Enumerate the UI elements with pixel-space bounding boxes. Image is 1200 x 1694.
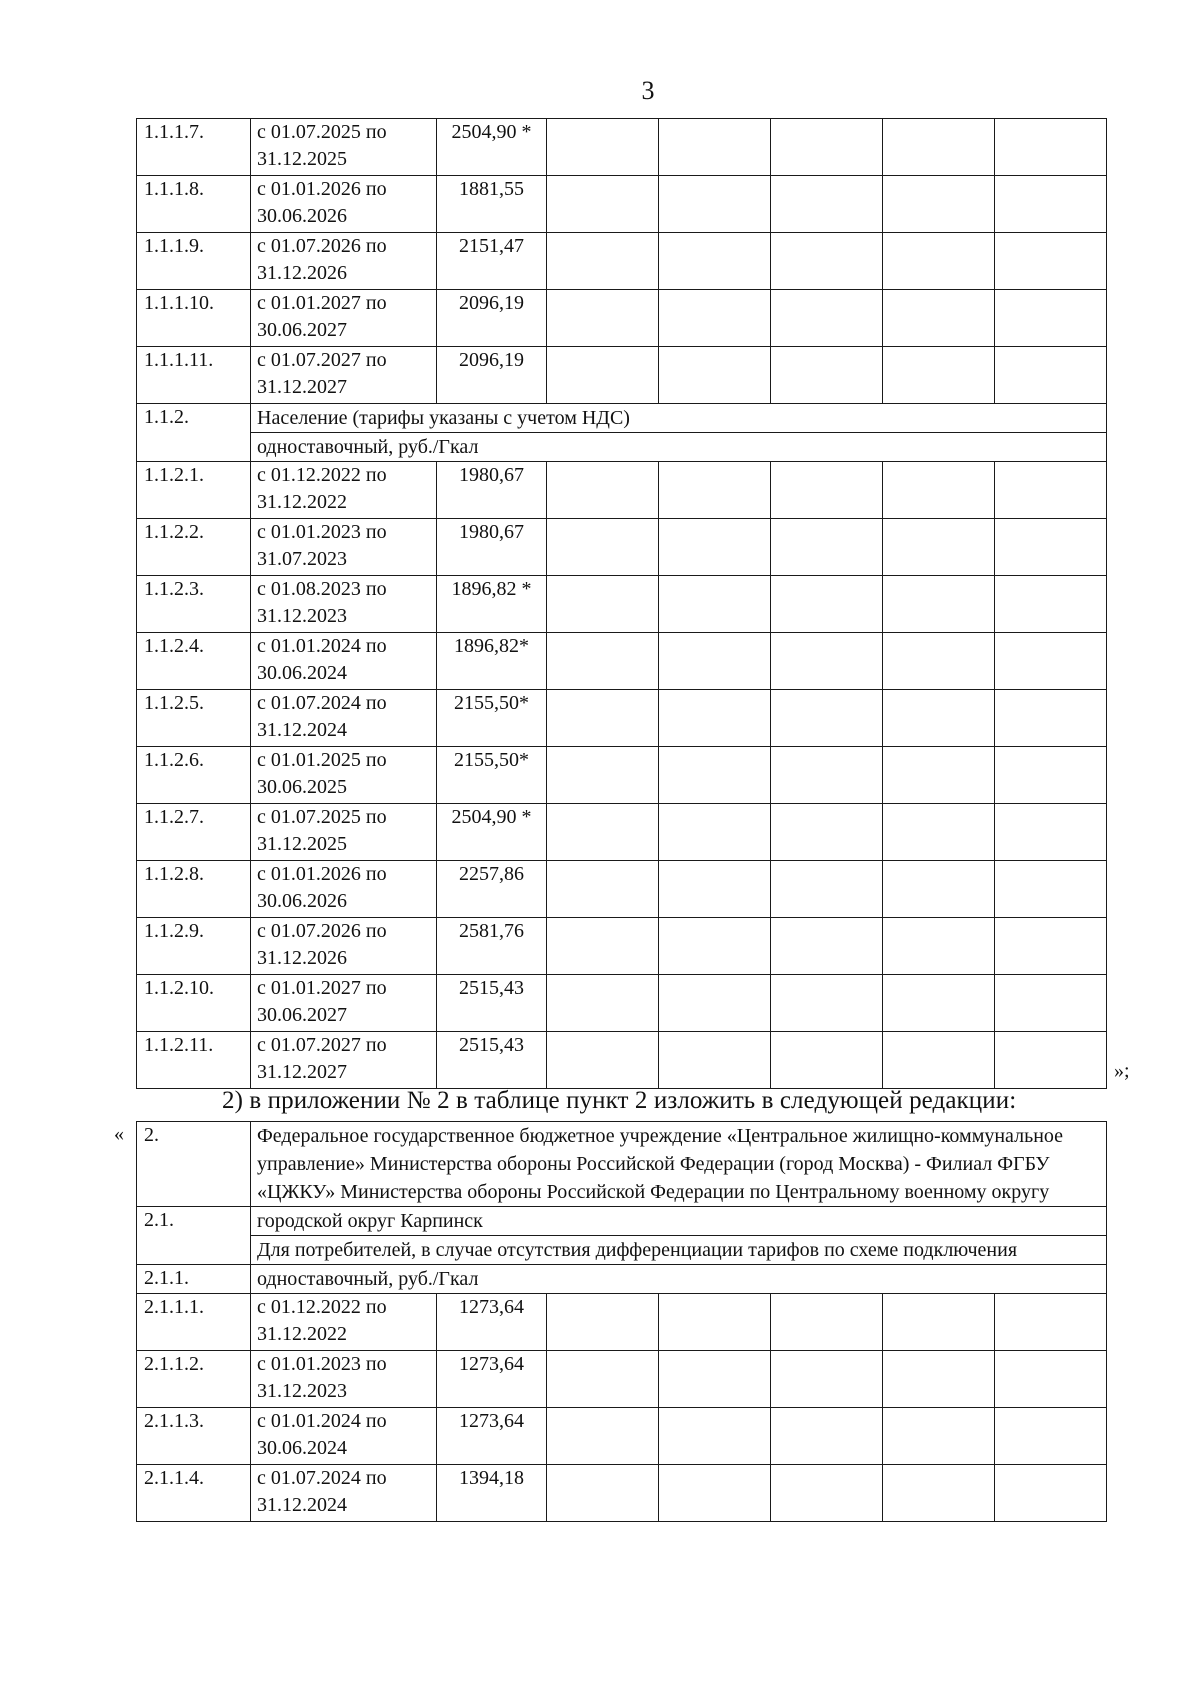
empty-cell (883, 975, 995, 1032)
row-number-cell: 2.1.1. (137, 1265, 251, 1294)
empty-cell (547, 233, 659, 290)
empty-cell (995, 633, 1107, 690)
period-line: с 01.07.2026 по (257, 235, 387, 257)
empty-cell (659, 1465, 771, 1522)
empty-cell (771, 975, 883, 1032)
period-line: с 01.07.2025 по (257, 806, 387, 828)
row-number-cell: 1.1.2. (137, 404, 251, 462)
table-row (137, 176, 1107, 233)
row-number-cell: 1.1.2.6. (137, 747, 251, 804)
table-row (137, 918, 1107, 975)
empty-cell (659, 462, 771, 519)
section-row (137, 433, 1107, 462)
period-line: с 01.01.2024 по (257, 1410, 387, 1432)
period-cell (251, 633, 437, 690)
table-row (137, 861, 1107, 918)
tariff-value-cell: 1980,67 (437, 519, 547, 576)
section-text-cell: городской округ Карпинск (251, 1207, 1107, 1236)
period-cell (251, 747, 437, 804)
empty-cell (995, 975, 1107, 1032)
row-number-cell: 1.1.1.11. (137, 347, 251, 404)
empty-cell (883, 804, 995, 861)
empty-cell (659, 975, 771, 1032)
tariff-value-cell: 2257,86 (437, 861, 547, 918)
row-number-cell: 1.1.2.10. (137, 975, 251, 1032)
empty-cell (547, 1465, 659, 1522)
section-text-cell: Для потребителей, в случае отсутствия дифференциации тарифов по схеме подключения (251, 1236, 1107, 1265)
empty-cell (771, 1408, 883, 1465)
period-line: с 01.07.2025 по (257, 121, 387, 143)
row-number-cell: 1.1.2.1. (137, 462, 251, 519)
table-row (137, 576, 1107, 633)
period-line: с 01.01.2027 по (257, 977, 387, 999)
period-line: с 01.01.2023 по (257, 521, 387, 543)
period-cell (251, 1032, 437, 1089)
table-row (137, 804, 1107, 861)
empty-cell (995, 1465, 1107, 1522)
period-line: 31.12.2027 (257, 376, 347, 398)
empty-cell (659, 1294, 771, 1351)
table-row (137, 690, 1107, 747)
empty-cell (883, 1465, 995, 1522)
empty-cell (883, 1294, 995, 1351)
empty-cell (995, 690, 1107, 747)
empty-cell (547, 576, 659, 633)
empty-cell (771, 918, 883, 975)
period-cell (251, 519, 437, 576)
table-row (137, 633, 1107, 690)
empty-cell (995, 804, 1107, 861)
period-line: 31.12.2025 (257, 833, 347, 855)
empty-cell (995, 347, 1107, 404)
empty-cell (995, 176, 1107, 233)
empty-cell (883, 1351, 995, 1408)
heading-row (137, 1265, 1107, 1294)
tariff-value-cell: 1273,64 (437, 1294, 547, 1351)
period-cell (251, 690, 437, 747)
empty-cell (771, 1032, 883, 1089)
period-line: 31.12.2022 (257, 491, 347, 513)
period-line: с 01.07.2026 по (257, 920, 387, 942)
period-cell (251, 975, 437, 1032)
period-line: 31.12.2026 (257, 947, 347, 969)
table-row (137, 747, 1107, 804)
empty-cell (771, 1465, 883, 1522)
table-row (137, 347, 1107, 404)
empty-cell (995, 462, 1107, 519)
period-line: с 01.01.2026 по (257, 178, 387, 200)
period-line: с 01.07.2027 по (257, 1034, 387, 1056)
tariff-table-2 (136, 1121, 1107, 1522)
period-cell (251, 804, 437, 861)
table-row (137, 519, 1107, 576)
period-line: 30.06.2024 (257, 662, 347, 684)
tariff-value-cell: 2515,43 (437, 975, 547, 1032)
empty-cell (995, 861, 1107, 918)
period-line: с 01.01.2027 по (257, 292, 387, 314)
period-line: 30.06.2024 (257, 1437, 347, 1459)
period-line: 30.06.2026 (257, 890, 347, 912)
table-row (137, 1294, 1107, 1351)
period-cell (251, 176, 437, 233)
tariff-value-cell: 1394,18 (437, 1465, 547, 1522)
empty-cell (659, 1408, 771, 1465)
period-line: 30.06.2027 (257, 1004, 347, 1026)
empty-cell (995, 519, 1107, 576)
period-cell (251, 1408, 437, 1465)
empty-cell (659, 804, 771, 861)
tariff-value-cell: 2096,19 (437, 290, 547, 347)
tariff-value-cell: 2504,90 * (437, 119, 547, 176)
empty-cell (659, 576, 771, 633)
period-cell (251, 861, 437, 918)
empty-cell (659, 176, 771, 233)
row-number-cell: 2.1.1.3. (137, 1408, 251, 1465)
period-line: 31.12.2026 (257, 262, 347, 284)
period-line: 31.12.2024 (257, 719, 347, 741)
period-line: с 01.01.2026 по (257, 863, 387, 885)
empty-cell (547, 861, 659, 918)
empty-cell (771, 176, 883, 233)
page-number: 3 (641, 76, 655, 105)
table-row (137, 119, 1107, 176)
period-cell (251, 1465, 437, 1522)
tariff-value-cell: 2096,19 (437, 347, 547, 404)
row-number-cell: 2.1.1.1. (137, 1294, 251, 1351)
table-row (137, 233, 1107, 290)
empty-cell (547, 519, 659, 576)
empty-cell (995, 233, 1107, 290)
empty-cell (547, 690, 659, 747)
row-number-cell: 2. (137, 1122, 251, 1207)
empty-cell (659, 690, 771, 747)
table-row (137, 1351, 1107, 1408)
empty-cell (883, 633, 995, 690)
tariff-table-1 (136, 118, 1107, 1089)
empty-cell (659, 1351, 771, 1408)
empty-cell (547, 1351, 659, 1408)
empty-cell (995, 290, 1107, 347)
empty-cell (659, 633, 771, 690)
row-number-cell: 1.1.2.3. (137, 576, 251, 633)
empty-cell (547, 804, 659, 861)
empty-cell (995, 1294, 1107, 1351)
tariff-value-cell: 1881,55 (437, 176, 547, 233)
table-row (137, 1408, 1107, 1465)
period-line: 31.12.2023 (257, 1380, 347, 1402)
empty-cell (659, 747, 771, 804)
empty-cell (659, 290, 771, 347)
empty-cell (771, 690, 883, 747)
empty-cell (771, 576, 883, 633)
empty-cell (771, 747, 883, 804)
empty-cell (547, 1294, 659, 1351)
empty-cell (547, 633, 659, 690)
period-cell (251, 576, 437, 633)
empty-cell (995, 918, 1107, 975)
period-line: с 01.07.2024 по (257, 692, 387, 714)
empty-cell (771, 233, 883, 290)
empty-cell (771, 347, 883, 404)
empty-cell (547, 119, 659, 176)
empty-cell (771, 633, 883, 690)
row-number-cell: 1.1.2.4. (137, 633, 251, 690)
empty-cell (771, 119, 883, 176)
empty-cell (771, 861, 883, 918)
empty-cell (883, 519, 995, 576)
closing-quote: »; (1114, 1060, 1130, 1082)
period-cell (251, 1294, 437, 1351)
tariff-value-cell: 1273,64 (437, 1351, 547, 1408)
period-line: 31.12.2027 (257, 1061, 347, 1083)
empty-cell (883, 576, 995, 633)
empty-cell (659, 347, 771, 404)
section-row (137, 404, 1107, 433)
empty-cell (883, 233, 995, 290)
period-line: 30.06.2026 (257, 205, 347, 227)
period-line: с 01.07.2027 по (257, 349, 387, 371)
table-row (137, 975, 1107, 1032)
empty-cell (995, 1351, 1107, 1408)
row-number-cell: 1.1.1.9. (137, 233, 251, 290)
amendment-instruction: 2) в приложении № 2 в таблице пункт 2 изложить в следующей редакции: (222, 1087, 1017, 1114)
period-line: 31.12.2022 (257, 1323, 347, 1345)
empty-cell (995, 1032, 1107, 1089)
period-line: с 01.01.2024 по (257, 635, 387, 657)
empty-cell (883, 176, 995, 233)
empty-cell (995, 1408, 1107, 1465)
empty-cell (883, 747, 995, 804)
row-number-cell: 1.1.2.2. (137, 519, 251, 576)
row-number-cell: 1.1.1.8. (137, 176, 251, 233)
tariff-value-cell: 2581,76 (437, 918, 547, 975)
empty-cell (995, 747, 1107, 804)
empty-cell (659, 918, 771, 975)
period-cell (251, 918, 437, 975)
empty-cell (995, 576, 1107, 633)
tariff-value-cell: 2504,90 * (437, 804, 547, 861)
tariff-value-cell: 2515,43 (437, 1032, 547, 1089)
tariff-value-cell: 2155,50* (437, 747, 547, 804)
tariff-value-cell: 1980,67 (437, 462, 547, 519)
period-cell (251, 290, 437, 347)
empty-cell (883, 690, 995, 747)
period-line: с 01.01.2025 по (257, 749, 387, 771)
empty-cell (771, 290, 883, 347)
section-text-cell: одноставочный, руб./Гкал (251, 433, 1107, 462)
row-number-cell: 1.1.1.10. (137, 290, 251, 347)
empty-cell (659, 861, 771, 918)
tariff-value-cell: 2151,47 (437, 233, 547, 290)
period-line: с 01.12.2022 по (257, 464, 387, 486)
period-cell (251, 1351, 437, 1408)
row-number-cell: 2.1.1.4. (137, 1465, 251, 1522)
period-cell (251, 462, 437, 519)
empty-cell (883, 1032, 995, 1089)
period-line: 30.06.2027 (257, 319, 347, 341)
tariff-value-cell: 1896,82* (437, 633, 547, 690)
tariff-value-cell: 1273,64 (437, 1408, 547, 1465)
table-row (137, 462, 1107, 519)
empty-cell (883, 1408, 995, 1465)
empty-cell (547, 290, 659, 347)
empty-cell (995, 119, 1107, 176)
period-line: 31.12.2025 (257, 148, 347, 170)
row-number-cell: 1.1.2.8. (137, 861, 251, 918)
table-row (137, 1465, 1107, 1522)
empty-cell (771, 519, 883, 576)
empty-cell (771, 804, 883, 861)
empty-cell (659, 519, 771, 576)
empty-cell (883, 918, 995, 975)
empty-cell (659, 119, 771, 176)
empty-cell (883, 290, 995, 347)
heading-row (137, 1122, 1107, 1207)
period-cell (251, 119, 437, 176)
empty-cell (547, 1408, 659, 1465)
period-cell (251, 347, 437, 404)
empty-cell (547, 462, 659, 519)
empty-cell (547, 747, 659, 804)
period-line: с 01.07.2024 по (257, 1467, 387, 1489)
empty-cell (883, 861, 995, 918)
period-line: 31.12.2023 (257, 605, 347, 627)
empty-cell (883, 347, 995, 404)
period-line: с 01.12.2022 по (257, 1296, 387, 1318)
empty-cell (547, 1032, 659, 1089)
row-number-cell: 1.1.2.7. (137, 804, 251, 861)
table-row (137, 290, 1107, 347)
tariff-value-cell: 2155,50* (437, 690, 547, 747)
empty-cell (883, 119, 995, 176)
period-line: 31.12.2024 (257, 1494, 347, 1516)
period-line: с 01.01.2023 по (257, 1353, 387, 1375)
empty-cell (547, 347, 659, 404)
empty-cell (771, 1294, 883, 1351)
period-line: с 01.08.2023 по (257, 578, 387, 600)
empty-cell (659, 233, 771, 290)
empty-cell (659, 1032, 771, 1089)
heading-text-cell: Федеральное государственное бюджетное учреждение «Центральное жилищно-коммунальное управление» Министерства обороны Российской Федерации (город Москва) - Филиал ФГБУ «ЦЖКУ» Министерства обороны Российской Федерации по Центральному военному округу (251, 1122, 1107, 1207)
empty-cell (547, 975, 659, 1032)
row-number-cell: 1.1.1.7. (137, 119, 251, 176)
section-row (137, 1236, 1107, 1265)
section-text-cell: Население (тарифы указаны с учетом НДС) (251, 404, 1107, 433)
opening-quote: « (114, 1123, 124, 1145)
tariff-value-cell: 1896,82 * (437, 576, 547, 633)
empty-cell (547, 176, 659, 233)
heading-text-cell: одноставочный, руб./Гкал (251, 1265, 1107, 1294)
period-cell (251, 233, 437, 290)
empty-cell (883, 462, 995, 519)
empty-cell (547, 918, 659, 975)
section-row (137, 1207, 1107, 1236)
row-number-cell: 1.1.2.5. (137, 690, 251, 747)
row-number-cell: 2.1. (137, 1207, 251, 1265)
empty-cell (771, 1351, 883, 1408)
row-number-cell: 1.1.2.11. (137, 1032, 251, 1089)
empty-cell (771, 462, 883, 519)
row-number-cell: 1.1.2.9. (137, 918, 251, 975)
period-line: 31.07.2023 (257, 548, 347, 570)
period-line: 30.06.2025 (257, 776, 347, 798)
table-row (137, 1032, 1107, 1089)
row-number-cell: 2.1.1.2. (137, 1351, 251, 1408)
